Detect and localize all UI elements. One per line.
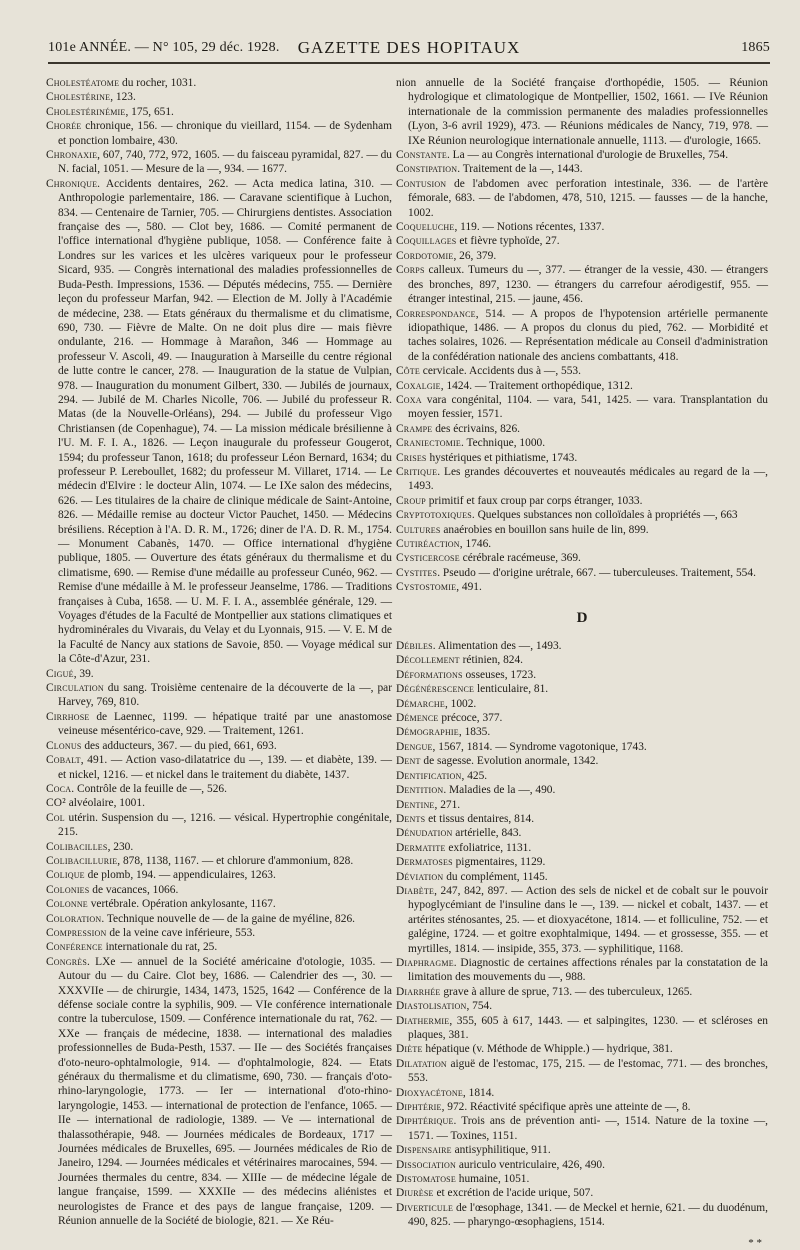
index-entry [396, 566, 768, 580]
entry-heading: CO² [46, 797, 66, 810]
entry-heading: Dispensaire [396, 1144, 452, 1157]
entry-text: , 1567, 1814. — Syndrome vagotonique, 1743. [432, 740, 647, 753]
entry-text: du complément, 1145. [443, 870, 548, 883]
entry-text: , 1424. — Traitement orthopédique, 1312. [440, 379, 633, 392]
entry-text: . Diagnostic de certaines affections rénales par la constatation de la limitation des mouvements du —, 988. [408, 956, 768, 984]
entry-text: . Quelques substances non colloïdales à propriétés —, 663 [471, 509, 738, 522]
entry-heading: Dermatoses [396, 856, 453, 869]
index-entry [396, 307, 768, 365]
index-entry [396, 1042, 768, 1056]
entry-text: utérin. Suspension du —, 1216. — vésical. Hypertrophie congénitale, 215. [58, 811, 392, 839]
entry-text: de sagesse. Evolution anormale, 1342. [420, 755, 599, 768]
entry-heading: Diverticule [396, 1201, 454, 1214]
entry-heading: Chorée [46, 120, 82, 133]
index-entry [396, 1186, 768, 1200]
entry-heading: Diphtérique [396, 1115, 454, 1128]
index-entry [396, 740, 768, 754]
index-entry [396, 725, 768, 739]
index-entry [396, 523, 768, 537]
entry-heading: Débiles [396, 640, 433, 653]
entry-heading: Démarche [396, 697, 445, 710]
entry-text: . Pseudo — d'origine urétrale, 667. — tuberculeuses. Traitement, 554. [437, 566, 756, 579]
entry-text: chronique, 156. — chronique du vieillard, 1154. — de Sydenham et ponction lombaire, 430. [58, 120, 392, 147]
index-entry [46, 897, 392, 911]
index-entry [46, 811, 392, 840]
entry-text: , 175, 651. [125, 105, 174, 118]
index-entry [46, 681, 392, 710]
entry-text: osseuses, 1723. [462, 668, 537, 681]
entry-heading: Chronique [46, 177, 98, 190]
index-entry [396, 177, 768, 220]
index-entry [46, 739, 392, 753]
entry-text: , 1835. [458, 726, 491, 739]
entry-heading: Craniectomie [396, 437, 461, 450]
index-entry [396, 451, 768, 465]
entry-text: , 1002. [444, 697, 477, 710]
index-entry [46, 854, 392, 868]
page-number: 1865 [741, 40, 770, 55]
entry-heading: Coloration [46, 912, 102, 925]
c-entries-continued [396, 76, 768, 595]
entry-text: , 26, 379. [453, 249, 497, 262]
entry-text: , 355, 605 à 617, 1443. — et salpingites, 1230. — et scléroses en plaques, 381. [408, 1014, 768, 1041]
entry-text: de l'abdomen avec perforation intestinale, 336. — de l'artère fémorale, 683. — de l'abdomen, 478, 510, 1215. — fausses — de la hanche, 1002. [408, 177, 768, 219]
entry-text: . Accidents dentaires, 262. — Acta medica latina, 310. — Anthropologie parlementaire, 186. — Caravane scientifique à Luchon, 834. — Centenaire de Tarnier, 705. — Chirurgiens dentistes. Association française des —, 580. — Clot bey, 1686. — Comité permanent de l'office international d'hygiène publique, 1058. — Conférence faite à Londres sur les varices et les ulcères variqueux pour le professeur Sicard, 935. — Congrès international des maladies professionnelles de Buda-Pesth. Impressions, 1536. — Députés médecins, 755. — Dernière leçon du professeur Marfan, 942. — Election de M. Jolly à l'Académie de médecine, 238. — Etats généraux du thermalisme et du climatisme, 690, 730. — Fièvre de Malte. On ne doit plus dire — mais fièvre ondulante, 216. — Hommage à Marañon, 346 — Hommage au professeur V. Ascoli, 49. — Inauguration à Marseille du centre régional de lutte contre le cancer, 278. — Inauguration de la statue de Vulpian, 978. — Inauguration du monument Gilbert, 330. — Jubilés de journaux, 294. — Jubilé de M. Charles Nicolle, 706. — Jubilé du professeur R. Matas (de la Nouvelle-Orléans), 294. — Jubilé du professeur Vigo Christiansen (de Copenhague), 74. — La mission médicale brésilienne à l'U. M. F. I. A., 1826. — Leçon inaugurale du professeur Gougerot, 1594; du professeur Tanon, 1618; du professeur Léon Bernard, 1634; du professeur P. Lereboullet, 1682; du professeur M. Villaret, 1714. — Le médecin d'Elvire : le docteur Alin, 1074. — Le IXe salon des médecins, 626. — Les titulaires de la chaire de clinique médicale de Saint-Antoine, 826. — Médaille remise au docteur Victor Pauchet, 1450. — Médecins brésiliens. Réception à l'A. D. R. M., 1726; diner de l'A. D. R. M., 1754. — Monument Cabanès, 1470. — Office international d'hygiène publique, 1805. — Ouverture des états généraux du thermalisme et du climatisme, 690. — Remise d'une médaille au professeur Cunéo, 962. — Remise d'une médaille à M. le professeur Jeanselme, 1786. — Traditions françaises à Cuba, 1658. — U. M. F. I. A., assemblée générale, 129. — Voyages d'études de la Faculté de Montpellier aux stations climatiques et hydrominérales du Vivarais, du Velay et du Lyonnais, 915. — V. E. M de la Faculté de Nancy aux stations de Savoie, 850. — Voyage médical sur la Côte-d'Azur, 231. [58, 177, 392, 666]
entry-text: . Technique, 1000. [460, 437, 546, 450]
index-entry [396, 422, 768, 436]
index-entry [396, 508, 768, 522]
index-entry [396, 711, 768, 725]
entry-text: , 39. [73, 667, 94, 680]
entry-heading: Corps [396, 264, 425, 277]
entry-heading: Colique [46, 869, 85, 882]
entry-heading: Diaphragme [396, 956, 454, 969]
index-entry [46, 177, 392, 667]
entry-text: , 123. [110, 91, 136, 104]
entry-text: aiguë de l'estomac, 175, 215. — de l'estomac, 771. — des bronches, 553. [408, 1057, 768, 1085]
entry-text: antisyphilitique, 911. [451, 1144, 551, 1157]
entry-text: et fièvre typhoïde, 27. [456, 235, 560, 248]
entry-text: humaine, 1051. [455, 1173, 530, 1186]
entry-heading: Coxalgie [396, 379, 441, 392]
entry-heading: Cystites [396, 566, 438, 579]
index-entry [46, 90, 392, 104]
index-entry [396, 999, 768, 1013]
index-entry [396, 220, 768, 234]
entry-text: de la veine cave inférieure, 553. [106, 926, 256, 939]
entry-text: du rocher, 1031. [119, 77, 197, 89]
entry-heading: Démographie [396, 726, 459, 739]
index-entry [396, 783, 768, 797]
index-entry [396, 754, 768, 768]
entry-text: . Traitement de la —, 1443. [457, 163, 583, 176]
entry-heading: Dégénérescence [396, 683, 475, 696]
entry-heading: Col [46, 811, 65, 824]
entry-text: . Alimentation des —, 1493. [432, 640, 562, 653]
entry-heading: Dent [396, 755, 421, 768]
index-entry [396, 1014, 768, 1043]
entry-text: , 271. [434, 798, 461, 811]
left-column [46, 76, 392, 1229]
entry-heading: Cholestérinémie [46, 105, 126, 118]
entry-heading: Cystostomie [396, 581, 457, 594]
index-entry [46, 912, 392, 926]
index-entry [396, 551, 768, 565]
index-entry [396, 812, 768, 826]
entry-heading: Chronaxie [46, 149, 98, 162]
entry-text: exfoliatrice, 1131. [445, 841, 532, 854]
entry-heading: Contusion [396, 177, 447, 190]
index-entry [396, 1201, 768, 1230]
entry-heading: Diabète [396, 884, 435, 897]
entry-text: . LXe — annuel de la Société américaine d'otologie, 1035. — Autour du — du Caire. Clot bey, 1686. — Calendrier des —, 30. — XXXVIIe — de chirurgie, 1434, 1473, 1525, 1642 — Conférence de la défense sociale contre la syphilis, 909. — VIe conférence internationale contre la tuberculose, 1509. — Conférence internationale du rat, 762. — XXe — français de médecine, 1838. — international des maladies professionnelles de Buda-Pesth, 1537. — IIe — des Sociétés françaises d'oto-neuro-ophtalmologie, 914. — d'ophtalmologie, 824. — Etats généraux du thermalisme et du climatisme, 690, 730. — français d'oto-rhino-laryngologie, 1773. — Ier — international d'oto-rhino-laryngologie, 1453. — international de protection de l'enfance, 1065. — IIe — international de radiologie, 1389. — Ve — international de thalassothérapie, 948. — Journées médicales de Bordeaux, 1717 — Journées médicales de Bruxelles, 695. — Journées médicales de Rio de Janeiro, 1294. — Journées médicales et vétérinaires marocaines, 594. — Journées thermales du centre, 834. — XIIIe — de médecine légale de langue française, 1599. — XXXIIe — des médecins aliénistes et neurologistes de France et des pays de langue française, 1209. — Réunion annuelle de la Société de biologie, 821. — Xe Réu- [58, 955, 392, 1228]
entry-text: . Contrôle de la feuille de —, 526. [71, 782, 227, 795]
entry-heading: Cutiréaction [396, 538, 460, 550]
entry-heading: Dioxyacétone [396, 1086, 463, 1099]
entry-heading: Constante [396, 149, 447, 162]
index-entry [46, 753, 392, 782]
header-rule [48, 62, 770, 64]
entry-heading: Dentine [396, 798, 435, 811]
footer-mark: * * [748, 1236, 762, 1249]
entry-text: des adducteurs, 367. — du pied, 661, 693. [81, 739, 277, 752]
entry-heading: Déviation [396, 870, 444, 883]
entry-text: . Technique nouvelle de — de la gaine de myéline, 826. [101, 912, 355, 925]
entry-heading: Compression [46, 926, 107, 939]
entry-heading: Dermatite [396, 841, 446, 854]
entry-text: cérébrale racémeuse, 369. [459, 552, 581, 565]
section-letter: D [576, 609, 588, 626]
entry-text: alvéolaire, 1001. [65, 797, 145, 810]
entry-text: , 1814. [462, 1086, 495, 1099]
entry-text: calleux. Tumeurs du —, 377. — étranger de la vessie, 430. — étrangers des bronches, 897, 1230. — étrangers du carrefour aérodigestif, 955. — étranger intestinal, 215. — jaune, 456. [408, 264, 768, 306]
entry-text: et excrétion de l'acide urique, 507. [433, 1187, 594, 1200]
index-entry [46, 667, 392, 681]
entry-heading: Cysticercose [396, 552, 460, 565]
index-entry [396, 769, 768, 783]
entry-text: nion annuelle de la Société française d'orthopédie, 1505. — Réunion hydrologique et climatologique de Montpellier, 1502, 1661. — IVe Réunion internationale de la commission permanente des maladies professionnelles (Lyon, 3-6 avril 1929), 473. — Réunions médicales de Nancy, 719, 978. — IXe Réunion neurologique internationale annuelle, 1113. — d'urologie, 1665. [396, 77, 768, 147]
entry-heading: Conférence [46, 941, 103, 954]
index-entry [396, 841, 768, 855]
entry-text: , 607, 740, 772, 972, 1605. — du faisceau pyramidal, 827. — du N. facial, 1051. — Mesure de la —, 934. — 1677. [58, 149, 392, 176]
entry-heading: Cultures [396, 523, 441, 536]
index-entry [396, 826, 768, 840]
index-entry [396, 234, 768, 248]
entry-text: rétinien, 824. [459, 654, 524, 667]
entry-text: , 514. — A propos de l'hypotension artérielle permanente idiopathique, 1486. — A propos du clonus du pied, 762. — Morbidité et taches solaires, 1026. — Représentation médicale au Conseil d'administration de la confédération nationale des anciens combattants, 418. [408, 307, 768, 363]
index-entry [396, 580, 768, 594]
index-entry [396, 537, 768, 551]
index-entry [396, 1143, 768, 1157]
index-entry [46, 883, 392, 897]
entry-heading: Dentification [396, 769, 462, 782]
entry-text: , 230. [107, 840, 134, 853]
entry-text: cervicale. Accidents dus à —, 553. [419, 365, 581, 378]
index-entry [396, 956, 768, 985]
index-entry [396, 1086, 768, 1100]
index-entry [46, 710, 392, 739]
index-entry [396, 494, 768, 508]
entry-text: de Laennec, 1199. — hépatique traité par une anastomose veineuse mésentérico-cave, 929. — Traitement, 1261. [58, 710, 392, 738]
index-entry [396, 465, 768, 494]
entry-heading: Coxa [396, 393, 422, 406]
entry-text: vara congénital, 1104. — vara, 541, 1425. — vara. Transplantation du moyen fessier, 1571. [408, 393, 768, 421]
entry-text: . Les grandes découvertes et nouveautés médicales au regard de la —, 1493. [408, 465, 768, 493]
entry-heading: Cholestérine [46, 91, 111, 104]
entry-heading: Dengue [396, 740, 433, 753]
page-header [48, 38, 770, 60]
index-entry [396, 148, 768, 162]
entry-heading: Croup [396, 494, 426, 507]
entry-heading: Dissociation [396, 1158, 456, 1171]
entry-heading: Déformations [396, 668, 463, 681]
entry-heading: Distomatose [396, 1173, 456, 1186]
index-entry [396, 162, 768, 176]
entry-heading: Côte [396, 365, 420, 378]
entry-heading: Décollement [396, 654, 460, 667]
index-entry [396, 697, 768, 711]
entry-heading: Coquillages [396, 235, 457, 248]
entry-heading: Clonus [46, 739, 82, 752]
entry-text: auriculo ventriculaire, 426, 490. [455, 1158, 605, 1171]
entry-text: , 754. [466, 1000, 493, 1013]
entry-heading: Cigué [46, 667, 74, 680]
entry-heading: Cobalt [46, 754, 81, 767]
index-entry [396, 639, 768, 653]
entry-text: pigmentaires, 1129. [452, 856, 546, 869]
entry-text: vertébrale. Opération ankylosante, 1167. [87, 898, 276, 911]
index-entry [396, 884, 768, 956]
index-entry [396, 249, 768, 263]
issue-info: 101e ANNÉE. — N° 105, 29 déc. 1928. [48, 40, 280, 55]
entry-heading: Diastolisation [396, 1000, 467, 1013]
index-entry [396, 682, 768, 696]
journal-title: GAZETTE DES HOPITAUX [297, 38, 521, 57]
index-entry [46, 796, 392, 810]
index-entry [396, 76, 768, 148]
entry-heading: Cordotomie [396, 249, 454, 262]
entry-heading: Circulation [46, 682, 104, 695]
index-entry [396, 1100, 768, 1114]
entry-text: grave à allure de sprue, 713. — des tuberculeux, 1265. [440, 985, 693, 998]
entry-text: , 972. Réactivité spécifique après une atteinte de —, 8. [441, 1101, 691, 1114]
entry-text: hystériques et pithiatisme, 1743. [426, 451, 578, 464]
entry-heading: Cirrhose [46, 710, 90, 723]
entry-heading: Critique [396, 465, 438, 478]
entry-text: du sang. Troisième centenaire de la découverte de la —, par Harvey, 769, 810. [58, 682, 392, 709]
entry-heading: Cryptotoxiques [396, 509, 472, 522]
entry-text: et tissus dentaires, 814. [425, 812, 535, 825]
entry-text: des écrivains, 826. [432, 422, 520, 435]
entry-heading: Congrès [46, 955, 88, 968]
entry-heading: Démence [396, 712, 439, 725]
entry-heading: Dents [396, 812, 426, 825]
index-entry [46, 840, 392, 854]
index-entry [46, 105, 392, 119]
entry-heading: Crampe [396, 422, 433, 435]
d-entries [396, 639, 768, 1230]
entry-heading: Colibacillurie [46, 854, 118, 867]
entry-text: de plomb, 194. — appendiculaires, 1263. [84, 869, 276, 882]
entry-heading: Dilatation [396, 1057, 447, 1070]
entry-heading: Colonies [46, 883, 90, 896]
entry-heading: Correspondance [396, 307, 476, 320]
index-entry [396, 436, 768, 450]
entry-heading: Colibacilles [46, 840, 108, 853]
entry-text: anaérobies en bouillon sans huile de lin, 899. [440, 523, 649, 536]
entry-text: lenticulaire, 81. [474, 683, 549, 696]
index-entry [396, 379, 768, 393]
index-entry [46, 119, 392, 148]
index-entry [46, 955, 392, 1229]
entry-heading: Coca [46, 782, 72, 795]
entry-text: . Maladies de la —, 490. [443, 784, 556, 797]
index-entry [396, 1158, 768, 1172]
entry-heading: Diathermie [396, 1014, 450, 1027]
index-entry [396, 668, 768, 682]
entry-text: , 491. [456, 581, 482, 594]
index-entry [396, 653, 768, 667]
entry-heading: Cholestéatome [46, 77, 120, 89]
entry-heading: Diarrhée [396, 985, 441, 998]
index-entry [396, 1114, 768, 1143]
index-entry [46, 868, 392, 882]
entry-text: , 425. [461, 769, 488, 782]
entry-text: . Trois ans de prévention anti- —, 1514. Nature de la toxine —, 1571. — Toxines, 1151. [408, 1115, 768, 1142]
entry-text: , 491. — Action vaso-dilatatrice du —, 139. — et diabète, 139. — et nickel, 1216. — et nickel dans le traitement du diabète, 1437. [58, 754, 392, 781]
entry-heading: Dentition [396, 784, 444, 797]
entry-text: internationale du rat, 25. [102, 941, 218, 954]
entry-text: de l'œsophage, 1341. — de Meckel et hernie, 621. — du duodénum, 490, 825. — pharyngo-œsophagiens, 1514. [408, 1201, 768, 1229]
index-entry [396, 1172, 768, 1186]
index-entry [396, 798, 768, 812]
index-entry [396, 985, 768, 999]
entry-text: , 878, 1138, 1167. — et chlorure d'ammonium, 828. [117, 854, 354, 867]
entry-heading: Colonne [46, 898, 88, 911]
entry-text: de vacances, 1066. [89, 883, 179, 896]
index-entry [46, 926, 392, 940]
index-entry [396, 364, 768, 378]
entry-text: artérielle, 843. [452, 827, 522, 840]
index-entry [396, 263, 768, 306]
index-entry [46, 940, 392, 954]
entry-heading: Coqueluche [396, 221, 455, 234]
entry-text: , 247, 842, 897. — Action des sels de nickel et de cobalt sur le pouvoir hypoglycémiant de l'insuline dans le —, 139. — nickel et cobalt, 1437. — et artérites sténosantes, 25. — et dioxyacétone, 1814. — et folliculine, 752. — et galégine, 1724. — et goitre exophtalmique, 1494. — et grossesse, 355. — et myrtilles, 1814. — insipide, 355, 373. — syphilitique, 1168. [408, 884, 768, 955]
index-entry [396, 870, 768, 884]
index-entry [46, 148, 392, 177]
entry-heading: Constipation [396, 163, 458, 176]
entry-heading: Diurèse [396, 1187, 434, 1200]
entry-heading: Diète [396, 1043, 423, 1056]
entry-text: , 119. — Notions récentes, 1337. [454, 221, 605, 234]
entry-text: . La — au Congrès international d'urologie de Bruxelles, 754. [446, 149, 729, 162]
index-entry [46, 782, 392, 796]
index-entry [396, 393, 768, 422]
entry-text: précoce, 377. [438, 712, 503, 725]
entry-heading: Crises [396, 451, 427, 464]
right-column [396, 76, 768, 1250]
entry-heading: Diphtérie [396, 1101, 442, 1114]
index-entry [396, 855, 768, 869]
entry-heading: Dénudation [396, 827, 453, 840]
entry-text: primitif et faux croup par corps étranger, 1033. [425, 494, 643, 507]
entry-text: hépatique (v. Méthode de Whipple.) — hydrique, 381. [422, 1043, 673, 1056]
index-entry [396, 1057, 768, 1086]
entry-text: , 1746. [459, 538, 492, 550]
index-entry [46, 76, 392, 90]
